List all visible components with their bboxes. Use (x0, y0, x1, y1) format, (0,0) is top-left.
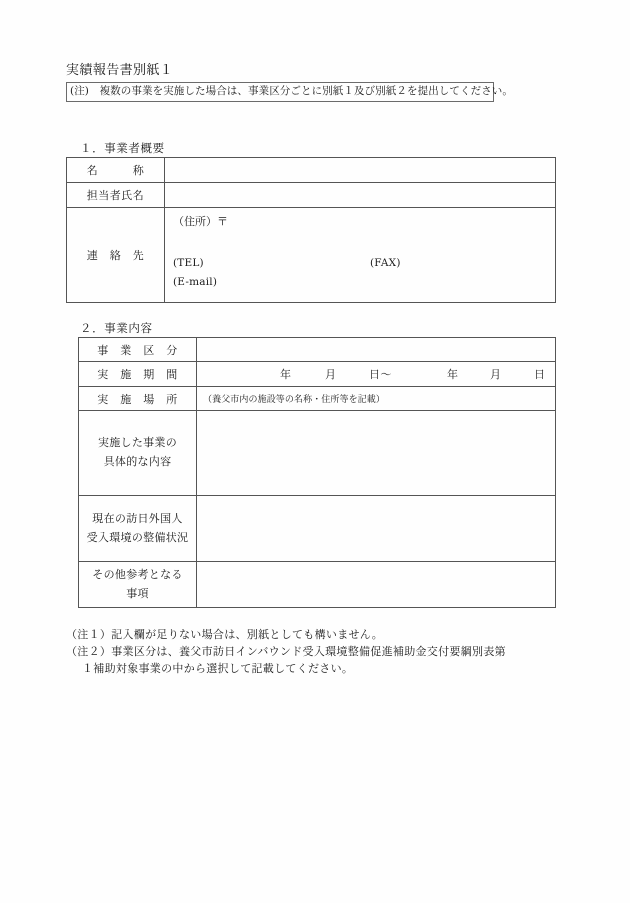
label-location: 実 施 場 所 (79, 387, 197, 411)
label-business-details-line2: 具体的な内容 (103, 455, 172, 468)
footnotes (66, 626, 576, 677)
input-person-name[interactable] (165, 183, 556, 208)
input-business-details[interactable] (197, 411, 556, 496)
business-content-table (78, 337, 556, 608)
table-row-category (79, 338, 556, 362)
input-location[interactable]: （養父市内の施設等の名称・住所等を記載） (197, 387, 556, 411)
section-2-heading: ２．事業内容 (80, 321, 153, 335)
contact-address-label: （住所）〒 (173, 215, 228, 228)
label-current-status-line2: 受入環境の整備状況 (86, 530, 189, 544)
input-other-notes[interactable] (197, 562, 556, 608)
input-current-status[interactable] (197, 496, 556, 562)
label-business-details (79, 411, 197, 496)
table-row-current-status (79, 496, 556, 562)
business-operator-table (66, 157, 556, 303)
contact-fax-label: (FAX) (370, 257, 401, 269)
table-row-period (79, 362, 556, 387)
input-name[interactable] (165, 158, 556, 183)
period-end-month-unit: 月 (490, 368, 502, 381)
footnote-2-line1: （注２）事業区分は、養父市訪日インバウンド受入環境整備促進補助金交付要綱別表第 (66, 645, 506, 659)
label-other-notes (79, 562, 197, 608)
label-business-details-line1: 実施した事業の (97, 436, 178, 450)
period-end-year-unit: 年 (447, 368, 459, 381)
table-row-person (67, 183, 556, 208)
table-row-name (67, 158, 556, 183)
period-start-year-unit: 年 (280, 368, 292, 381)
label-contact: 連 絡 先 (67, 208, 165, 303)
label-business-category: 事 業 区 分 (79, 338, 197, 362)
label-current-status (79, 496, 197, 562)
input-period[interactable] (197, 362, 556, 387)
period-start-day-unit: 日〜 (369, 368, 392, 381)
table-row-contact (67, 208, 556, 303)
label-other-notes-line2: 事項 (126, 586, 149, 600)
contact-fields[interactable] (165, 208, 556, 303)
section-1-heading: １．事業者概要 (80, 141, 165, 155)
label-period: 実 施 期 間 (79, 362, 197, 387)
footnote-2-line2: １補助対象事業の中から選択して記載してください。 (82, 662, 354, 676)
period-start-month-unit: 月 (325, 368, 337, 381)
footnote-1: （注１）記入欄が足りない場合は、別紙としても構いません。 (66, 628, 384, 641)
label-person-name: 担当者氏名 (67, 183, 165, 208)
period-end-day-unit: 日 (534, 368, 546, 381)
table-row-location (79, 387, 556, 411)
header-note-box: (注) 複数の事業を実施した場合は、事業区分ごとに別紙１及び別紙２を提出してください。 (66, 82, 494, 102)
table-row-details (79, 411, 556, 496)
input-business-category[interactable] (197, 338, 556, 362)
label-other-notes-line1: その他参考となる (92, 567, 183, 581)
contact-tel-label: (TEL) (173, 257, 204, 269)
label-current-status-line1: 現在の訪日外国人 (92, 511, 183, 525)
table-row-other (79, 562, 556, 608)
label-name: 名 称 (67, 158, 165, 183)
document-title: 実績報告書別紙１ (66, 63, 174, 78)
contact-email-label: (E-mail) (173, 276, 218, 288)
